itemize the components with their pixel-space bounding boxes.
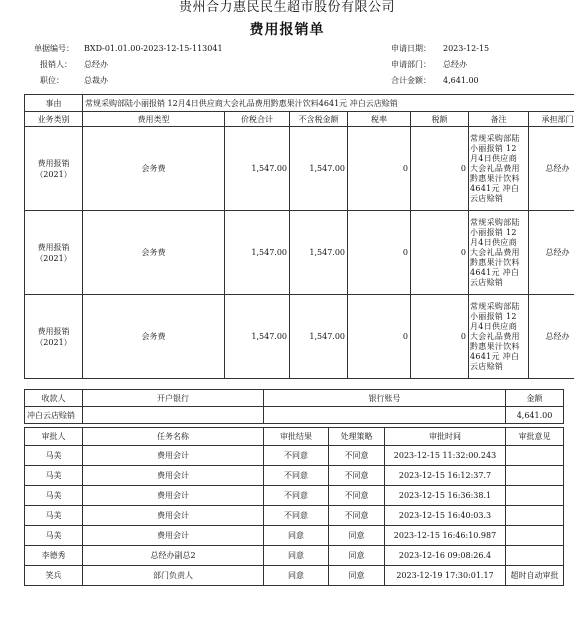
doc-no-value: BXD-01.01.00-2023-12-15-113041 [84, 44, 223, 53]
row-amount-with-tax: 1,547.00 [225, 211, 290, 295]
task-name: 费用会计 [83, 486, 264, 506]
meta-apply-date [391, 43, 489, 54]
row-type: 会务费 [83, 211, 225, 295]
col-header-account: 银行账号 [264, 390, 506, 407]
approval-opinion [506, 466, 564, 486]
row-type: 会务费 [83, 127, 225, 211]
apply-date-value: 2023-12-15 [443, 44, 490, 53]
task-name: 费用会计 [83, 506, 264, 526]
col-header-tax: 税额 [411, 112, 469, 127]
note-line: 4641元 冲白 [470, 183, 520, 193]
note-line: 云店赊销 [470, 277, 504, 287]
note-line: 4641元 冲白 [470, 351, 520, 361]
note-line: 常规采购部陆 [470, 217, 520, 227]
table-row [25, 211, 574, 295]
note-line: 4641元 冲白 [470, 267, 520, 277]
approver: 李德秀 [25, 546, 83, 566]
table-row [25, 526, 564, 546]
note-line: 常规采购部陆 [470, 133, 520, 143]
approval-result: 不同意 [264, 446, 329, 466]
row-type: 会务费 [83, 295, 225, 379]
payee-name: 冲白云店赊销 [25, 407, 83, 424]
task-name: 费用会计 [83, 446, 264, 466]
meta-doc-no [34, 43, 223, 54]
payee-row [25, 407, 564, 424]
total-value: 4,641.00 [443, 76, 479, 85]
col-header-time: 审批时间 [385, 428, 506, 446]
note-line: 月4日供应商 [470, 153, 517, 163]
approval-result: 同意 [264, 546, 329, 566]
applicant-value: 总经办 [84, 60, 108, 69]
approval-result: 同意 [264, 566, 329, 586]
approval-time: 2023-12-15 16:46:10.987 [385, 526, 506, 546]
note-line: 大会礼品费用 [470, 247, 520, 257]
payee-account [264, 407, 506, 424]
table-row [25, 546, 564, 566]
note-line: 常规采购部陆 [470, 301, 520, 311]
approval-time: 2023-12-15 16:40:03.3 [385, 506, 506, 526]
document-title: 费用报销单 [249, 22, 325, 38]
table-row [25, 486, 564, 506]
row-note [469, 127, 529, 211]
row-dept: 总经办 [529, 295, 574, 379]
note-line: 大会礼品费用 [470, 331, 520, 341]
approver: 马美 [25, 526, 83, 546]
approver: 马美 [25, 506, 83, 526]
row-tax-rate: 0 [348, 295, 411, 379]
approval-time: 2023-12-19 17:30:01.17 [385, 566, 506, 586]
position-value: 总裁办 [84, 76, 108, 85]
approval-strategy: 不同意 [329, 446, 385, 466]
row-tax: 0 [411, 211, 469, 295]
table-row [25, 127, 574, 211]
approver: 马美 [25, 486, 83, 506]
meta-applicant [40, 59, 108, 70]
table-row [25, 446, 564, 466]
row-amount-with-tax: 1,547.00 [225, 295, 290, 379]
meta-total [391, 75, 479, 86]
row-tax-rate: 0 [348, 127, 411, 211]
approval-strategy: 同意 [329, 566, 385, 586]
table-row [25, 566, 564, 586]
approval-strategy: 不同意 [329, 486, 385, 506]
note-line: 月4日供应商 [470, 237, 517, 247]
task-name: 部门负责人 [83, 566, 264, 586]
col-header-amount-ex-tax: 不含税金额 [290, 112, 348, 127]
expense-table [24, 94, 574, 379]
row-note [469, 211, 529, 295]
task-name: 总经办副总2 [83, 546, 264, 566]
approval-result: 同意 [264, 526, 329, 546]
approval-result: 不同意 [264, 506, 329, 526]
approver: 马美 [25, 466, 83, 486]
approval-strategy: 同意 [329, 526, 385, 546]
approval-time: 2023-12-15 11:32:00.243 [385, 446, 506, 466]
note-line: 黔惠果汁饮料 [470, 341, 520, 351]
col-header-note: 备注 [469, 112, 529, 127]
apply-dept-value: 总经办 [443, 60, 467, 69]
col-header-opinion: 审批意见 [506, 428, 564, 446]
approval-table [24, 427, 564, 586]
payee-header-row [25, 390, 564, 407]
reason-row [25, 95, 574, 112]
expense-header-row [25, 112, 574, 127]
note-line: 云店赊销 [470, 361, 504, 371]
approval-opinion [506, 506, 564, 526]
apply-dept-label: 申请部门： [391, 60, 431, 69]
col-header-dept: 承担部门 [529, 112, 574, 127]
row-note [469, 295, 529, 379]
col-header-payee: 收款人 [25, 390, 83, 407]
table-row [25, 506, 564, 526]
task-name: 费用会计 [83, 526, 264, 546]
reason-label: 事由 [25, 95, 83, 112]
row-category: 费用报销（2021） [25, 211, 83, 295]
approval-opinion [506, 446, 564, 466]
table-row [25, 295, 574, 379]
approval-time: 2023-12-15 16:36:38.1 [385, 486, 506, 506]
reason-text: 常规采购部陆小丽报销 12月4日供应商大会礼品费用黔惠果汁饮料4641元 冲白云店赊销 [83, 95, 574, 112]
col-header-amount: 金额 [506, 390, 564, 407]
approval-time: 2023-12-15 16:12:37.7 [385, 466, 506, 486]
row-tax: 0 [411, 295, 469, 379]
approver: 马美 [25, 446, 83, 466]
row-amount-with-tax: 1,547.00 [225, 127, 290, 211]
row-dept: 总经办 [529, 127, 574, 211]
row-amount-ex-tax: 1,547.00 [290, 127, 348, 211]
approval-opinion [506, 546, 564, 566]
doc-no-label: 单据编号： [34, 44, 74, 53]
note-line: 月4日供应商 [470, 321, 517, 331]
note-line: 黔惠果汁饮料 [470, 257, 520, 267]
row-dept: 总经办 [529, 211, 574, 295]
row-tax-rate: 0 [348, 211, 411, 295]
payee-bank [83, 407, 264, 424]
note-line: 大会礼品费用 [470, 163, 520, 173]
row-category: 费用报销（2021） [25, 127, 83, 211]
approval-strategy: 不同意 [329, 506, 385, 526]
row-tax: 0 [411, 127, 469, 211]
approval-opinion [506, 526, 564, 546]
total-label: 合计金额： [391, 76, 431, 85]
position-label: 职位： [40, 76, 64, 85]
row-amount-ex-tax: 1,547.00 [290, 295, 348, 379]
note-line: 小丽报销 12 [470, 311, 517, 321]
note-line: 小丽报销 12 [470, 227, 517, 237]
approval-result: 不同意 [264, 466, 329, 486]
approval-result: 不同意 [264, 486, 329, 506]
approval-opinion [506, 486, 564, 506]
applicant-label: 报销人： [40, 60, 72, 69]
note-line: 小丽报销 12 [470, 143, 517, 153]
approval-strategy: 同意 [329, 546, 385, 566]
task-name: 费用会计 [83, 466, 264, 486]
approval-time: 2023-12-16 09:08:26.4 [385, 546, 506, 566]
approval-opinion: 超时自动审批 [506, 566, 564, 586]
col-header-category: 业务类别 [25, 112, 83, 127]
col-header-approver: 审批人 [25, 428, 83, 446]
meta-position [40, 75, 108, 86]
approval-header-row [25, 428, 564, 446]
note-line: 黔惠果汁饮料 [470, 173, 520, 183]
approval-strategy: 不同意 [329, 466, 385, 486]
note-line: 云店赊销 [470, 193, 504, 203]
payee-amount: 4,641.00 [506, 407, 564, 424]
col-header-task: 任务名称 [83, 428, 264, 446]
payee-table [24, 389, 564, 424]
row-amount-ex-tax: 1,547.00 [290, 211, 348, 295]
col-header-tax-rate: 税率 [348, 112, 411, 127]
col-header-bank: 开户银行 [83, 390, 264, 407]
col-header-amount-with-tax: 价税合计 [225, 112, 290, 127]
table-row [25, 466, 564, 486]
meta-apply-dept [391, 59, 467, 70]
col-header-type: 费用类型 [83, 112, 225, 127]
col-header-result: 审批结果 [264, 428, 329, 446]
col-header-strategy: 处理策略 [329, 428, 385, 446]
row-category: 费用报销（2021） [25, 295, 83, 379]
company-name: 贵州合力惠民民生超市股份有限公司 [178, 0, 395, 15]
approver: 笑兵 [25, 566, 83, 586]
apply-date-label: 申请日期： [391, 44, 431, 53]
